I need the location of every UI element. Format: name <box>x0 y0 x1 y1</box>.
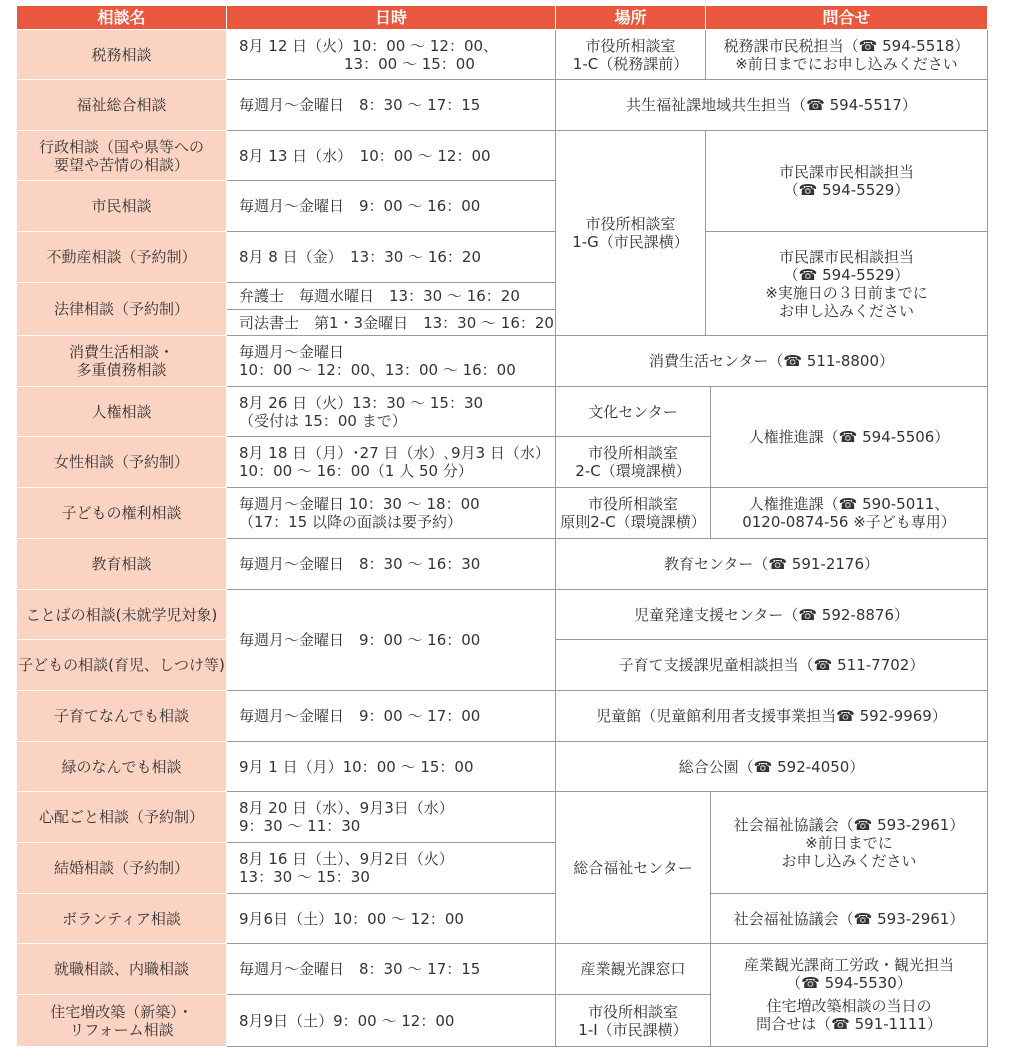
row-place-contact: 児童発達支援センター（☎ 592-8876） <box>556 590 988 640</box>
row-place: 市役所相談室 2-C（環境課横） <box>556 437 711 488</box>
header-name: 相談名 <box>17 6 227 30</box>
row-contact: 市民課市民相談担当 （☎ 594-5529） <box>706 131 988 232</box>
row-place-contact: 教育センター（☎ 591-2176） <box>556 539 988 590</box>
row-name: 福祉総合相談 <box>17 80 227 131</box>
row-datetime: 8月 26 日（火）13：30 ～ 15：30 （受付は 15：00 まで） <box>227 387 556 437</box>
row-place: 市役所相談室 1-G（市民課横） <box>556 131 706 336</box>
row-place: 市役所相談室 1-Ⅰ（市民課横） <box>556 995 711 1047</box>
row-place: 市役所相談室 1-C（税務課前） <box>556 30 706 80</box>
row-name: 法律相談（予約制） <box>17 283 227 336</box>
row-place-contact: 消費生活センター（☎ 511-8800） <box>556 336 988 387</box>
row-name: 税務相談 <box>17 30 227 80</box>
row-datetime: 毎週月～金曜日 10：00 ～ 12：00、13：00 ～ 16：00 <box>227 336 556 387</box>
row-datetime: 弁護士 毎週水曜日 13：30 ～ 16：20 <box>227 283 556 310</box>
row-name: 市民相談 <box>17 181 227 232</box>
row-name: 就職相談、内職相談 <box>17 944 227 995</box>
row-name: 人権相談 <box>17 387 227 437</box>
row-name: 子どもの権利相談 <box>17 488 227 539</box>
row-datetime: 8月 8 日（金） 13：30 ～ 16：20 <box>227 232 556 283</box>
row-datetime: 9月6日（土）10：00 ～ 12：00 <box>227 894 556 944</box>
row-datetime: 8月9日（土）9：00 ～ 12：00 <box>227 995 556 1047</box>
row-datetime: 8月 16 日（土）、9月2日（火） 13：30 ～ 15：30 <box>227 843 556 894</box>
row-place: 産業観光課窓口 <box>556 944 711 995</box>
row-name: 消費生活相談・ 多重債務相談 <box>17 336 227 387</box>
row-contact: 社会福祉協議会（☎ 593-2961） <box>711 894 988 944</box>
row-datetime: 8月 20 日（水）、9月3日（水） 9：30 ～ 11：30 <box>227 792 556 843</box>
row-contact: 税務課市民税担当（☎ 594-5518） ※前日までにお申し込みください <box>706 30 988 80</box>
row-datetime: 毎週月～金曜日 8：30 ～ 16：30 <box>227 539 556 590</box>
row-name: 教育相談 <box>17 539 227 590</box>
row-place-contact: 共生福祉課地域共生担当（☎ 594-5517） <box>556 80 988 131</box>
row-datetime: 毎週月～金曜日 10：30 ～ 18：00 （17：15 以降の面談は要予約） <box>227 488 556 539</box>
header-datetime: 日時 <box>227 6 556 30</box>
row-datetime: 毎週月～金曜日 9：00 ～ 16：00 <box>227 590 556 691</box>
row-name: 子どもの相談(育児、しつけ等) <box>17 640 227 691</box>
row-datetime: 毎週月～金曜日 8：30 ～ 17：15 <box>227 80 556 131</box>
row-place: 文化センター <box>556 387 711 437</box>
row-contact: 社会福祉協議会（☎ 593-2961） ※前日までに お申し込みください <box>711 792 988 894</box>
row-place: 市役所相談室 原則2-C（環境課横） <box>556 488 711 539</box>
row-contact: 住宅増改築相談の当日の 問合せは（☎ 591-1111） <box>711 995 988 1047</box>
row-contact: 産業観光課商工労政・観光担当 （☎ 594-5530） <box>711 944 988 995</box>
row-datetime: 8月 13 日（水） 10：00 ～ 12：00 <box>227 131 556 181</box>
row-name: 行政相談（国や県等への 要望や苦情の相談） <box>17 131 227 181</box>
row-name: ことばの相談(未就学児対象) <box>17 590 227 640</box>
row-contact: 人権推進課（☎ 594-5506） <box>711 387 988 488</box>
row-name: 不動産相談（予約制） <box>17 232 227 283</box>
row-datetime: 8月 12 日（火）10：00 ～ 12：00、 13：00 ～ 15：00 <box>227 30 556 80</box>
row-name: 子育てなんでも相談 <box>17 691 227 742</box>
row-datetime: 司法書士 第1・3金曜日 13：30 ～ 16：20 <box>227 310 556 336</box>
row-datetime: 毎週月～金曜日 8：30 ～ 17：15 <box>227 944 556 995</box>
header-place: 場所 <box>556 6 706 30</box>
row-place: 総合福祉センター <box>556 792 711 944</box>
row-name: 女性相談（予約制） <box>17 437 227 488</box>
row-datetime: 9月 1 日（月）10：00 ～ 15：00 <box>227 742 556 792</box>
row-datetime: 毎週月～金曜日 9：00 ～ 16：00 <box>227 181 556 232</box>
row-place-contact: 子育て支援課児童相談担当（☎ 511-7702） <box>556 640 988 691</box>
row-name: 緑のなんでも相談 <box>17 742 227 792</box>
row-contact: 市民課市民相談担当 （☎ 594-5529） ※実施日の３日前までに お申し込みください <box>706 232 988 336</box>
row-place-contact: 総合公園（☎ 592-4050） <box>556 742 988 792</box>
row-contact: 人権推進課（☎ 590-5011、 0120-0874-56 ※子ども専用） <box>711 488 988 539</box>
row-name: 心配ごと相談（予約制） <box>17 792 227 843</box>
row-name: ボランティア相談 <box>17 894 227 944</box>
row-datetime: 毎週月～金曜日 9：00 ～ 17：00 <box>227 691 556 742</box>
row-datetime: 8月 18 日（月）･27 日（水）､9月3 日（水） 10：00 ～ 16：00（1 人 50 分） <box>227 437 556 488</box>
row-name: 結婚相談（予約制） <box>17 843 227 894</box>
row-place-contact: 児童館（児童館利用者支援事業担当☎ 592-9969） <box>556 691 988 742</box>
header-contact: 問合せ <box>706 6 988 30</box>
row-name: 住宅増改築（新築）・ リフォーム相談 <box>17 995 227 1047</box>
